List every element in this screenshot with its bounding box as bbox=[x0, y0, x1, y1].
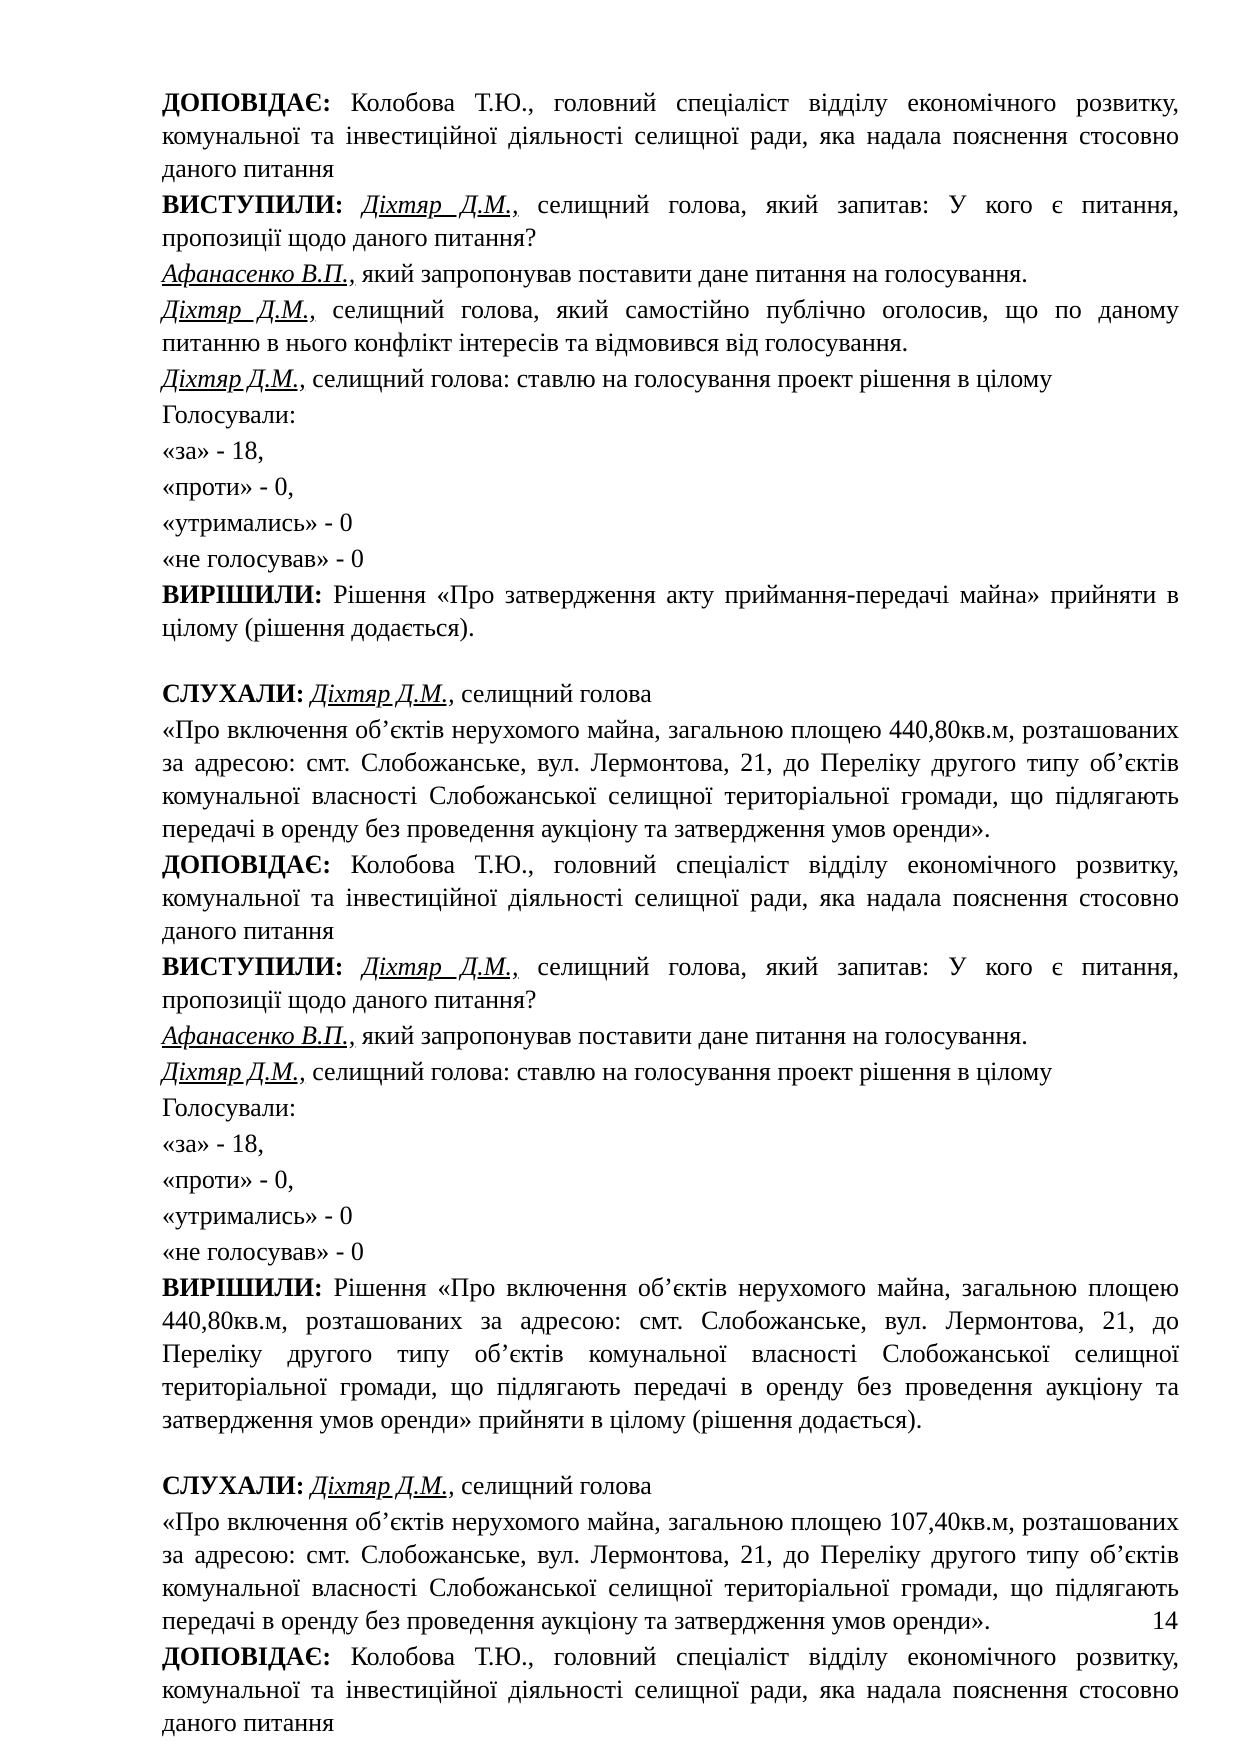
paragraph bbox=[162, 848, 1179, 947]
paragraph bbox=[162, 470, 1179, 503]
paragraph-text: «Про включення об’єктів нерухомого майна, загальною площею 440,80кв.м, розташованих за адресою: смт. Слобожанське, вул. Лермонтова, 21, до Переліку другого типу об’єктів комунальної власності Слобожанської селищної територіальної громади, що підлягають передачі в оренду без проведення аукціону та затвердження умов оренди». bbox=[162, 715, 1179, 843]
section-gap bbox=[162, 644, 1179, 677]
speaker-name: Діхтяр Д.М., bbox=[362, 190, 519, 219]
speaker-name: Діхтяр Д.М., bbox=[310, 1471, 455, 1500]
paragraph bbox=[162, 1055, 1179, 1088]
section-label: СЛУХАЛИ: bbox=[162, 679, 305, 708]
paragraph-text: Рішення «Про затвердження акту приймання-передачі майна» прийняти в цілому (рішення додається). bbox=[162, 580, 1179, 642]
section-label: ВИСТУПИЛИ: bbox=[162, 190, 344, 219]
paragraph bbox=[162, 1091, 1179, 1124]
section-label: ВИРІШИЛИ: bbox=[162, 1273, 323, 1302]
paragraph bbox=[162, 257, 1179, 290]
section-label: ВИРІШИЛИ: bbox=[162, 580, 323, 609]
paragraph bbox=[162, 950, 1179, 1016]
paragraph-text: «Про включення об’єктів нерухомого майна, загальною площею 107,40кв.м, розташованих за адресою: смт. Слобожанське, вул. Лермонтова, 21, до Переліку другого типу об’єктів комунальної власності Слобожанської селищної територіальної громади, що підлягають передачі в оренду без проведення аукціону та затвердження умов оренди». bbox=[162, 1507, 1179, 1635]
paragraph-text bbox=[343, 190, 362, 219]
paragraph-text: Голосували: bbox=[162, 400, 297, 429]
section-label: ДОПОВІДАЄ: bbox=[162, 850, 331, 879]
paragraph-text: «утримались» - 0 bbox=[162, 1201, 353, 1230]
paragraph bbox=[162, 1271, 1179, 1436]
paragraph bbox=[162, 542, 1179, 575]
paragraph bbox=[162, 1163, 1179, 1196]
paragraph bbox=[162, 1505, 1179, 1637]
section-label: ДОПОВІДАЄ: bbox=[162, 88, 331, 117]
section-label: СЛУХАЛИ: bbox=[162, 1471, 305, 1500]
speaker-name: Афанасенко В.П., bbox=[162, 259, 356, 288]
speaker-name: Діхтяр Д.М., bbox=[162, 364, 306, 393]
paragraph-text: «не голосував» - 0 bbox=[162, 1237, 364, 1266]
paragraph bbox=[162, 578, 1179, 644]
paragraph bbox=[162, 362, 1179, 395]
paragraph-text: селищний голова, який запитав: У кого є питання, пропозиції щодо даного питання? bbox=[162, 190, 1180, 252]
paragraph bbox=[162, 434, 1179, 467]
paragraph-text: селищний голова, який самостійно публічно оголосив, що по даному питанню в нього конфлікт інтересів та відмовився від голосування. bbox=[162, 295, 1180, 357]
paragraph bbox=[162, 713, 1179, 845]
paragraph-text: Колобова Т.Ю., головний спеціаліст відділу економічного розвитку, комунальної та інвестиційної діяльності селищної ради, яка надала пояснення стосовно даного питання bbox=[162, 850, 1179, 945]
paragraph bbox=[162, 188, 1179, 254]
paragraph bbox=[162, 398, 1179, 431]
paragraph-text: Рішення «Про включення об’єктів нерухомого майна, загальною площею 440,80кв.м, розташованих за адресою: смт. Слобожанське, вул. Лермонтова, 21, до Переліку другого типу об’єктів комунальної власності Слобожанської селищної територіальної громади, що підлягають передачі в оренду без проведення аукціону та затвердження умов оренди» прийняти в цілому (рішення додається). bbox=[162, 1273, 1179, 1434]
paragraph-text: «проти» - 0, bbox=[162, 1165, 295, 1194]
document-body bbox=[162, 86, 1179, 1739]
paragraph-text: який запропонував поставити дане питання на голосування. bbox=[355, 1021, 1028, 1050]
speaker-name: Діхтяр Д.М., bbox=[362, 952, 519, 981]
paragraph-text: селищний голова: ставлю на голосування проект рішення в цілому bbox=[305, 364, 1053, 393]
paragraph-text: «проти» - 0, bbox=[162, 472, 295, 501]
speaker-name: Діхтяр Д.М., bbox=[162, 295, 316, 324]
paragraph-text: Колобова Т.Ю., головний спеціаліст відділу економічного розвитку, комунальної та інвестиційної діяльності селищної ради, яка надала пояснення стосовно даного питання bbox=[162, 88, 1179, 183]
paragraph bbox=[162, 1199, 1179, 1232]
paragraph bbox=[162, 677, 1179, 710]
paragraph bbox=[162, 506, 1179, 539]
section-label: ВИСТУПИЛИ: bbox=[162, 952, 344, 981]
paragraph-text bbox=[343, 952, 362, 981]
paragraph-text: «за» - 18, bbox=[162, 436, 264, 465]
paragraph bbox=[162, 293, 1179, 359]
paragraph-text: «утримались» - 0 bbox=[162, 508, 353, 537]
paragraph-text: Колобова Т.Ю., головний спеціаліст відділу економічного розвитку, комунальної та інвестиційної діяльності селищної ради, яка надала пояснення стосовно даного питання bbox=[162, 1642, 1179, 1737]
paragraph bbox=[162, 1235, 1179, 1268]
paragraph bbox=[162, 1469, 1179, 1502]
paragraph-text: Голосували: bbox=[162, 1093, 297, 1122]
section-gap bbox=[162, 1436, 1179, 1469]
section-label: ДОПОВІДАЄ: bbox=[162, 1642, 331, 1671]
paragraph-text: який запропонував поставити дане питання на голосування. bbox=[355, 259, 1028, 288]
paragraph-text: селищний голова: ставлю на голосування проект рішення в цілому bbox=[305, 1057, 1053, 1086]
speaker-name: Афанасенко В.П., bbox=[162, 1021, 356, 1050]
paragraph-text: селищний голова bbox=[454, 679, 652, 708]
page-number: 14 bbox=[1152, 1606, 1178, 1635]
speaker-name: Діхтяр Д.М., bbox=[310, 679, 455, 708]
paragraph-text: селищний голова bbox=[454, 1471, 652, 1500]
paragraph bbox=[162, 1127, 1179, 1160]
paragraph-text: «не голосував» - 0 bbox=[162, 544, 364, 573]
paragraph-text: «за» - 18, bbox=[162, 1129, 264, 1158]
paragraph bbox=[162, 86, 1179, 185]
paragraph bbox=[162, 1640, 1179, 1739]
paragraph bbox=[162, 1019, 1179, 1052]
paragraph-text: селищний голова, який запитав: У кого є питання, пропозиції щодо даного питання? bbox=[162, 952, 1180, 1014]
speaker-name: Діхтяр Д.М., bbox=[162, 1057, 306, 1086]
